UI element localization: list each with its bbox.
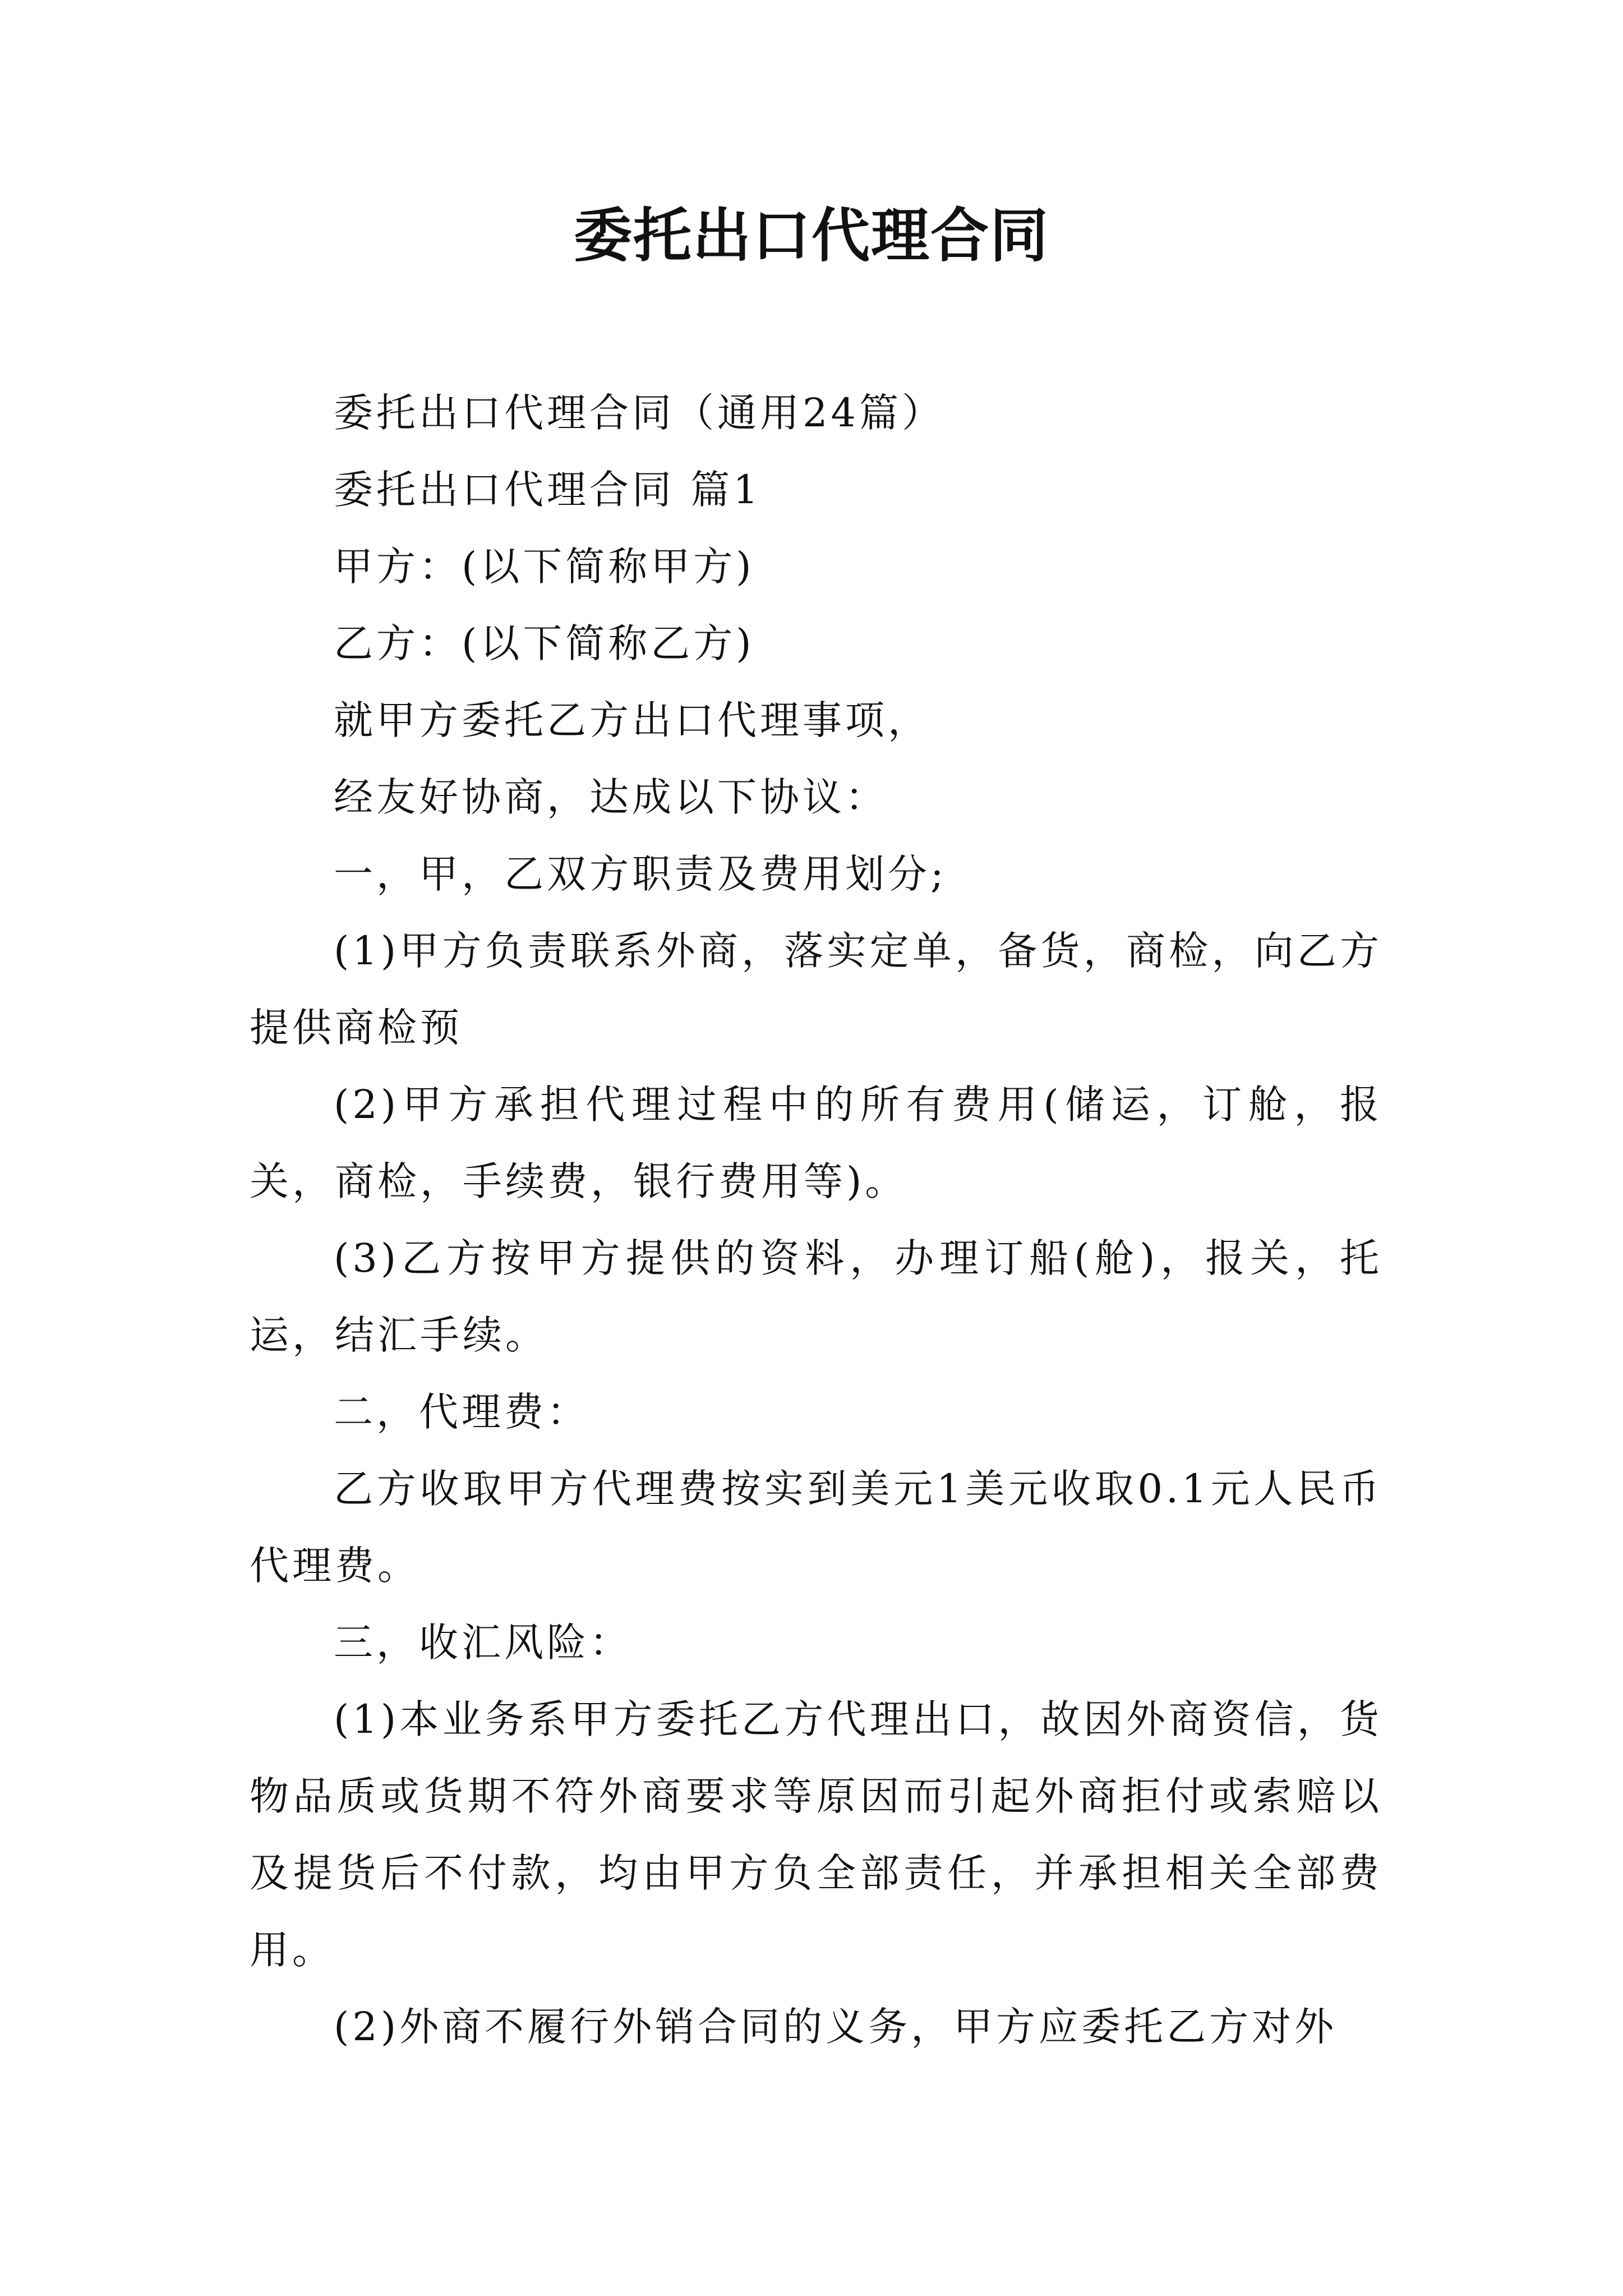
paragraph: 一，甲，乙双方职责及费用划分;: [334, 851, 947, 897]
document-body: [250, 375, 1382, 2065]
paragraph: (3)乙方按甲方提供的资料，办理订船(舱)，报关，托运，结汇手续。: [250, 1235, 1382, 1358]
paragraph: (2)甲方承担代理过程中的所有费用(储运，订舱，报关，商检，手续费，银行费用等)。: [250, 1082, 1382, 1204]
document-title: 委托出口代理合同: [573, 201, 1049, 270]
paragraph: (1)甲方负责联系外商，落实定单，备货，商检，向乙方提供商检预: [250, 928, 1382, 1051]
paragraph: (1)本业务系甲方委托乙方代理出口，故因外商资信，货物品质或货期不符外商要求等原因而引起外商拒付或索赔以及提货后不付款，均由甲方负全部责任，并承担相关全部费用。: [250, 1696, 1382, 1973]
paragraph: 乙方收取甲方代理费按实到美元1美元收取0.1元人民币代理费。: [250, 1466, 1382, 1589]
paragraph: 甲方：(以下简称甲方): [334, 544, 755, 590]
paragraph: 委托出口代理合同（通用24篇）: [334, 390, 945, 436]
paragraph: (2)外商不履行外销合同的义务，甲方应委托乙方对外: [334, 2004, 1338, 2050]
paragraph: 经友好协商，达成以下协议：: [334, 774, 888, 820]
paragraph: 就甲方委托乙方出口代理事项，: [334, 697, 930, 743]
paragraph: 二，代理费：: [334, 1389, 589, 1435]
paragraph: 三，收汇风险：: [334, 1619, 632, 1665]
paragraph: 乙方：(以下简称乙方): [334, 620, 755, 666]
paragraph: 委托出口代理合同 篇1: [334, 467, 762, 513]
